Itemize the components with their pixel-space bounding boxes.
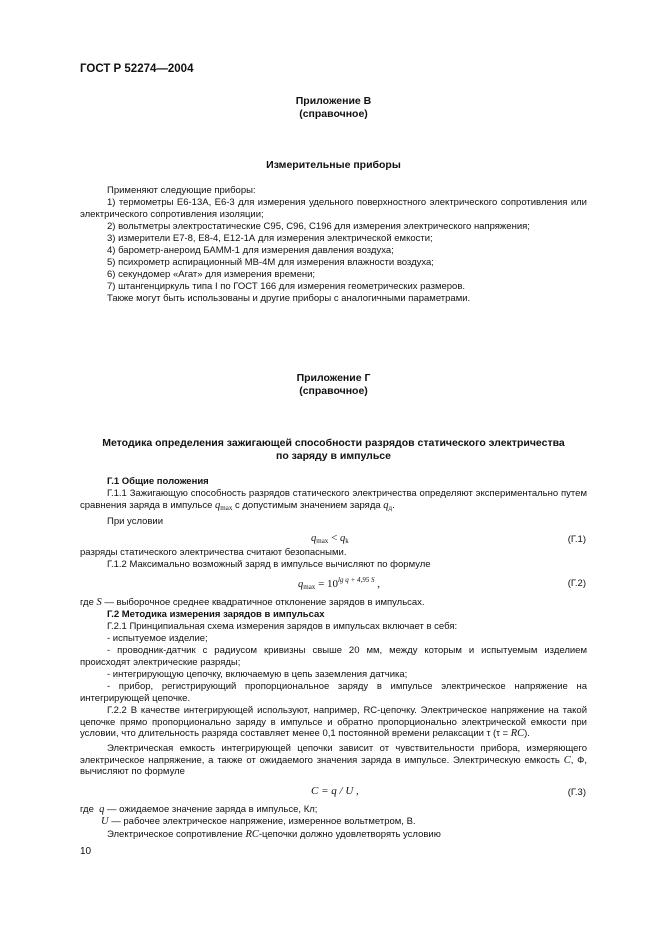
safe-text: разряды статического электричества считают безопасными. — [80, 547, 347, 558]
paragraph-g22: Г.2.2 В качестве интегрирующей используют, например, RC-цепочку. Электрическое напряжение на такой цепочке прямо пропорционально заряду в импульсе и обратно пропорционально электрической емкости при условии, что длительность разряда составляет менее 0,1 постоянной времени релаксации τ (τ = RC). — [80, 705, 587, 740]
formula-g1: $q_{max} < q_k$ — [311, 532, 349, 545]
resistance-text: Электрическое сопротивление RC-цепочки должно удовлетворять условию — [107, 829, 441, 840]
paragraph-g12: Г.1.2 Максимально возможный заряд в импульсе вычисляют по формуле — [107, 559, 431, 570]
g21-item-1: - испытуемое изделие; — [107, 633, 208, 644]
appendix-v-item-1: 1) термометры Е6-13А, Е6-3 для измерения удельного поверхностного электрического сопротивления или электрического сопротивления изоляции; — [80, 197, 587, 220]
appendix-v-item-4: 4) барометр-анероид БАММ-1 для измерения давления воздуха; — [107, 245, 394, 256]
equation-number-g3: (Г.3) — [567, 787, 586, 798]
appendix-v-closing: Также могут быть использованы и другие приборы с аналогичными параметрами. — [107, 293, 471, 304]
appendix-v-item-6: 6) секундомер «Агат» для измерения времени; — [107, 269, 316, 280]
q-definition: где q — ожидаемое значение заряда в импульсе, Кл; — [80, 804, 318, 815]
appendix-g-heading-line1: Методика определения зажигающей способности разрядов статического электричества — [102, 437, 565, 449]
appendix-v-intro: Применяют следующие приборы: — [107, 185, 256, 196]
paragraph-g11: Г.1.1 Зажигающую способность разрядов статического электричества определяют экспериментально путем сравнения заряда в импульсе $q_{max}$ с допустимым значением заряда $q_д$. — [80, 488, 587, 512]
g21-item-4: - прибор, регистрирующий пропорциональное заряду в импульсе электрическое напряжение на интегрирующей цепочке. — [80, 681, 587, 704]
g21-item-2: - проводник-датчик с радиусом кривизны свыше 20 мм, между которым и испытуемым изделием происходят электрические разряды; — [80, 645, 587, 668]
appendix-g-title: Приложение Г — [296, 372, 371, 384]
capacitance-paragraph: Электрическая емкость интегрирующей цепочки зависит от чувствительности прибора, измеряющего электрическое напряжение, а также от ожидаемого значения заряда в импульсе. Электрическую емкость C, Ф, вычисляют по формуле — [80, 743, 587, 778]
appendix-g-heading-line2: по заряду в импульсе — [276, 450, 391, 462]
standard-header: ГОСТ Р 52274—2004 — [80, 63, 194, 75]
appendix-v-title: Приложение В — [295, 95, 372, 107]
formula-g2: $q_{max} = 10^{lg q + 4,95 S}$ , — [298, 576, 380, 591]
section-g2-title: Г.2 Методика измерения зарядов в импульсах — [107, 609, 325, 620]
equation-number-g1: (Г.1) — [567, 534, 586, 545]
appendix-v-item-2: 2) вольтметры электростатические С95, С96, С196 для измерения электрического напряжения; — [107, 221, 530, 232]
condition-text: При условии — [107, 516, 164, 527]
g21-item-3: - интегрирующую цепочку, включаемую в цепь заземления датчика; — [107, 669, 408, 680]
appendix-g-subtitle: (справочное) — [299, 385, 368, 397]
s-definition: где S — выборочное среднее квадратичное отклонение зарядов в импульсах. — [80, 597, 425, 608]
paragraph-g21: Г.2.1 Принципиальная схема измерения зарядов в импульсах включает в себя: — [107, 621, 458, 632]
equation-number-g2: (Г.2) — [567, 578, 586, 589]
appendix-v-heading: Измерительные приборы — [266, 159, 401, 171]
appendix-v-item-3: 3) измерители Е7-8, Е8-4, Е12-1А для измерения электрической емкости; — [107, 233, 433, 244]
page-number: 10 — [80, 846, 92, 857]
appendix-v-item-7: 7) штангенциркуль типа I по ГОСТ 166 для измерения геометрических размеров. — [107, 281, 466, 292]
u-definition: U — рабочее электрическое напряжение, измеренное вольтметром, В. — [101, 816, 416, 827]
section-g1-title: Г.1 Общие положения — [107, 476, 209, 487]
appendix-v-subtitle: (справочное) — [299, 108, 368, 120]
appendix-v-item-5: 5) психрометр аспирационный МВ-4М для измерения влажности воздуха; — [107, 257, 434, 268]
formula-g3: C = q / U , — [311, 785, 359, 797]
